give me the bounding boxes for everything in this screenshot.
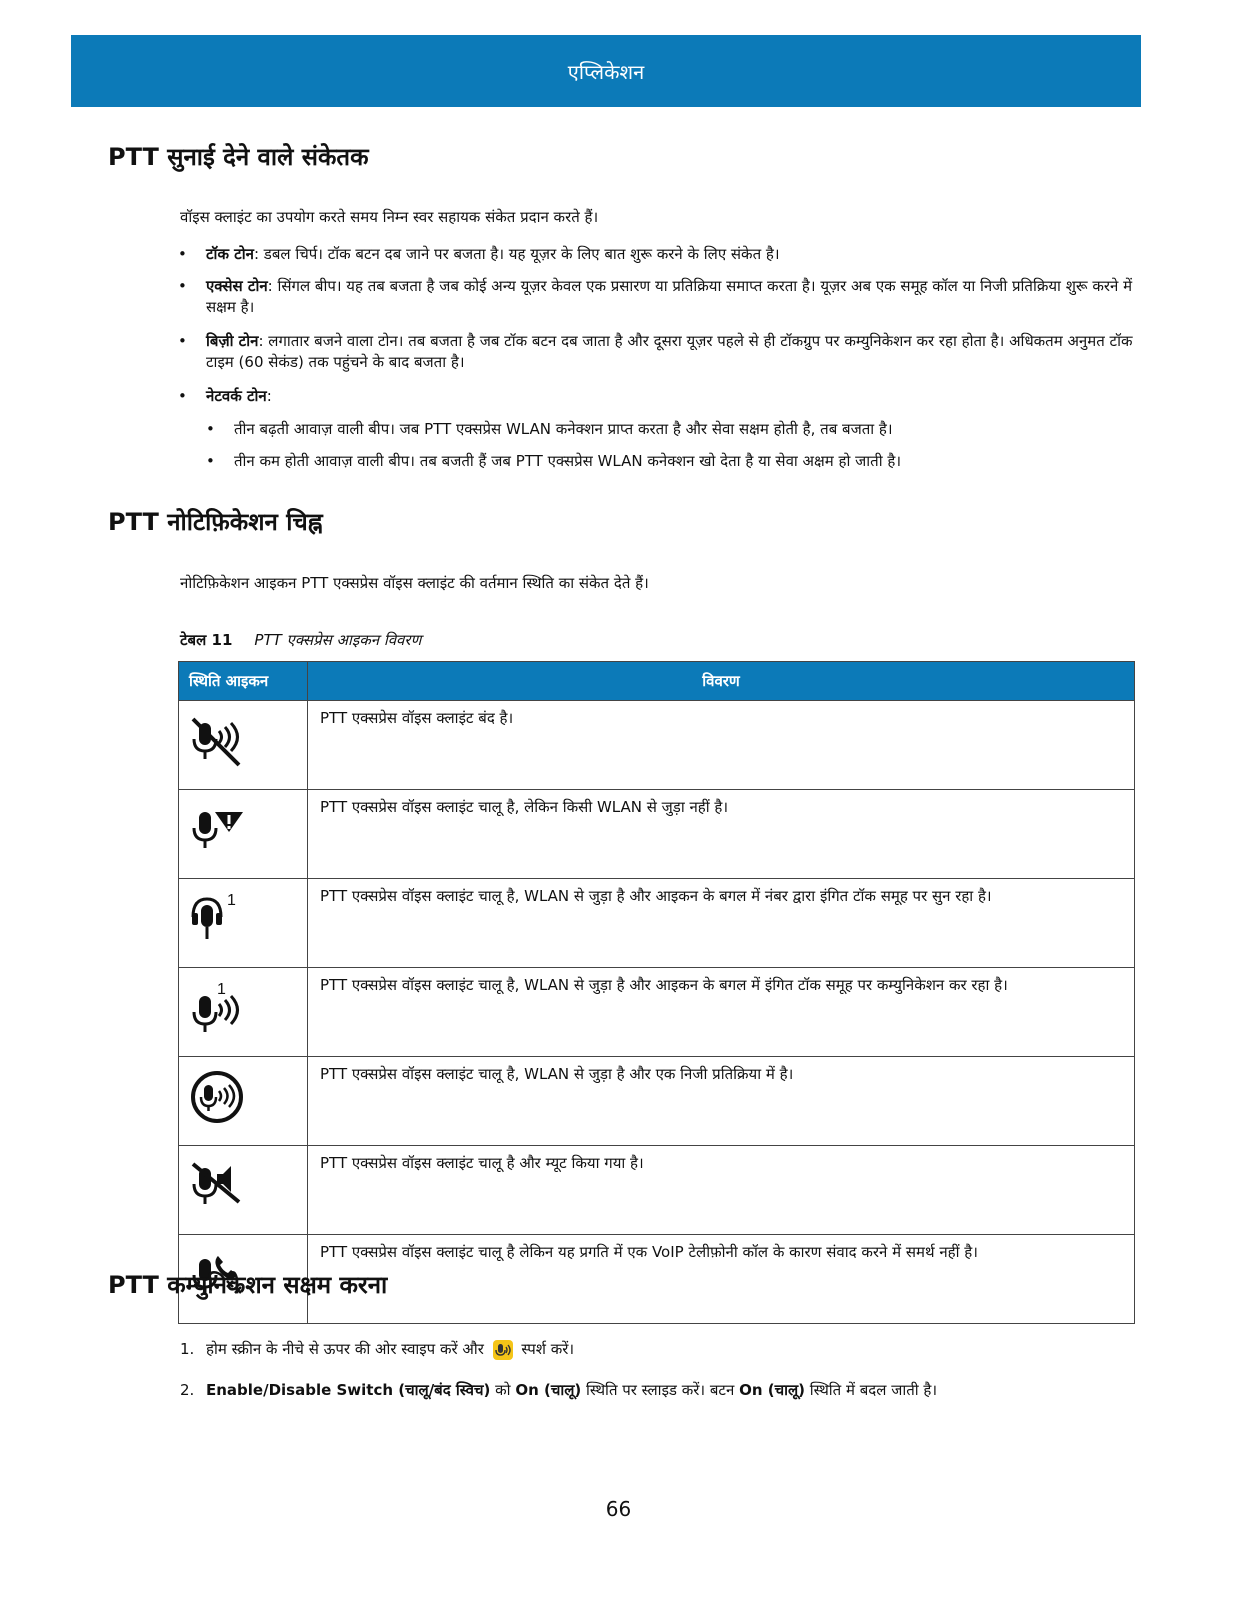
table-row bbox=[179, 1057, 1135, 1146]
step-text: होम स्क्रीन के नीचे से ऊपर की ओर स्वाइप करें और bbox=[206, 1340, 484, 1358]
bullet-text: : डबल चिर्प। टॉक बटन दब जाने पर बजता है। यह यूज़र के लिए बात शुरू करने के लिए संकेत है। bbox=[253, 245, 780, 263]
step-2 bbox=[180, 1379, 937, 1401]
bullet-term: बिज़ी टोन bbox=[206, 332, 259, 350]
on-label: On (चालू) bbox=[739, 1381, 806, 1399]
table-row bbox=[179, 968, 1135, 1057]
talkgroup-number: 1 bbox=[217, 981, 226, 998]
step-text: स्थिति पर स्लाइड करें। बटन bbox=[581, 1381, 740, 1399]
page-header-bar bbox=[71, 35, 1141, 107]
mic-private-icon bbox=[189, 1069, 249, 1125]
step-text: स्थिति में बदल जाती है। bbox=[805, 1381, 938, 1399]
bullet-text: : सिंगल बीप। यह तब बजता है जब कोई अन्य यूज़र केवल एक प्रसारण या प्रतिक्रिया समाप्त करता है। यूज़र अब एक समूह कॉल या निजी प्रतिक्रिया शुरू करने में सक्षम है। bbox=[206, 277, 1133, 316]
bullet-busy-tone bbox=[178, 331, 1136, 373]
row-description: PTT एक्सप्रेस वॉइस क्लाइंट चालू है, लेकिन किसी WLAN से जुड़ा नहीं है। bbox=[308, 790, 1135, 879]
status-icon-cell bbox=[179, 968, 308, 1057]
section-heading-enable-communication: PTT कम्युनिकेशन सक्षम करना bbox=[108, 1271, 388, 1299]
bullet-access-tone bbox=[178, 276, 1136, 318]
bullet-term: टॉक टोन bbox=[206, 245, 254, 263]
sub-bullet-text: तीन बढ़ती आवाज़ वाली बीप। जब PTT एक्सप्रेस WLAN कनेक्शन प्राप्त करता है और सेवा सक्षम होती है, तब बजता है। bbox=[234, 420, 893, 438]
mic-listening-icon bbox=[189, 891, 249, 947]
row-description: PTT एक्सप्रेस वॉइस क्लाइंट बंद है। bbox=[308, 701, 1135, 790]
bullet-dot: • bbox=[178, 277, 187, 295]
section1-intro: वॉइस क्लाइंट का उपयोग करते समय निम्न स्वर सहायक संकेत प्रदान करते हैं। bbox=[180, 208, 599, 226]
bullet-talk-tone bbox=[178, 244, 1136, 265]
table-caption bbox=[180, 630, 421, 650]
bullet-dot: • bbox=[206, 420, 215, 438]
bullet-term: एक्सेस टोन bbox=[206, 277, 268, 295]
bullet-dot: • bbox=[206, 452, 215, 470]
row-description: PTT एक्सप्रेस वॉइस क्लाइंट चालू है, WLAN से जुड़ा है और आइकन के बगल में इंगित टॉक समूह पर कम्युनिकेशन कर रहा है। bbox=[308, 968, 1135, 1057]
bullet-network-tone bbox=[178, 386, 1136, 407]
step-number: 1. bbox=[180, 1340, 195, 1358]
table-row bbox=[179, 879, 1135, 968]
status-icon-cell bbox=[179, 879, 308, 968]
column-header-status-icon: स्थिति आइकन bbox=[179, 662, 308, 701]
status-icon-cell bbox=[179, 1057, 308, 1146]
table-row bbox=[179, 701, 1135, 790]
step-1 bbox=[180, 1338, 574, 1360]
row-description: PTT एक्सप्रेस वॉइस क्लाइंट चालू है, WLAN से जुड़ा है और एक निजी प्रतिक्रिया में है। bbox=[308, 1057, 1135, 1146]
step-text: स्पर्श करें। bbox=[521, 1340, 575, 1358]
status-icon-cell bbox=[179, 701, 308, 790]
bullet-text: : bbox=[266, 387, 272, 405]
bullet-dot: • bbox=[178, 245, 187, 263]
page-number: 66 bbox=[605, 1497, 632, 1521]
table-header-row bbox=[179, 662, 1135, 701]
header-title: एप्लिकेशन bbox=[567, 59, 645, 84]
table-row bbox=[179, 1146, 1135, 1235]
switch-label: Enable/Disable Switch (चालू/बंद स्विच) bbox=[206, 1381, 491, 1399]
mic-talking-icon bbox=[189, 980, 249, 1036]
table-caption-title: PTT एक्सप्रेस आइकन विवरण bbox=[254, 631, 422, 649]
table-row bbox=[179, 790, 1135, 879]
section-heading-audible-indicators: PTT सुनाई देने वाले संकेतक bbox=[108, 143, 369, 171]
icon-description-table bbox=[178, 661, 1135, 1324]
bullet-dot: • bbox=[178, 387, 187, 405]
sub-bullet-falling-beeps bbox=[206, 451, 1136, 472]
table-caption-number: टेबल 11 bbox=[180, 631, 233, 649]
status-icon-cell bbox=[179, 790, 308, 879]
mic-warning-icon bbox=[189, 802, 249, 858]
status-icon-cell bbox=[179, 1146, 308, 1235]
row-description: PTT एक्सप्रेस वॉइस क्लाइंट चालू है और म्यूट किया गया है। bbox=[308, 1146, 1135, 1235]
sub-bullet-text: तीन कम होती आवाज़ वाली बीप। तब बजती हैं जब PTT एक्सप्रेस WLAN कनेक्शन खो देता है या सेवा अक्षम हो जाती है। bbox=[234, 452, 901, 470]
column-header-description: विवरण bbox=[308, 662, 1135, 701]
sub-bullet-rising-beeps bbox=[206, 419, 1136, 440]
row-description: PTT एक्सप्रेस वॉइस क्लाइंट चालू है लेकिन यह प्रगति में एक VoIP टेलीफ़ोनी कॉल के कारण संवाद करने में समर्थ नहीं है। bbox=[308, 1235, 1135, 1324]
mic-muted-icon bbox=[189, 1158, 249, 1214]
step-number: 2. bbox=[180, 1381, 195, 1399]
mic-off-icon bbox=[189, 713, 249, 769]
bullet-dot: • bbox=[178, 332, 187, 350]
bullet-term: नेटवर्क टोन bbox=[206, 387, 267, 405]
step-text: को bbox=[490, 1381, 516, 1399]
section2-intro: नोटिफ़िकेशन आइकन PTT एक्सप्रेस वॉइस क्लाइंट की वर्तमान स्थिति का संकेत देते हैं। bbox=[180, 574, 649, 592]
bullet-text: : लगातार बजने वाला टोन। तब बजता है जब टॉक बटन दब जाता है और दूसरा यूज़र पहले से ही टॉकग्रुप पर कम्युनिकेशन कर रहा होता है। अधिकतम अनुमत टॉक टाइम (60 सेकंड) तक पहुंचने के बाद बजता है। bbox=[206, 332, 1133, 371]
talkgroup-number: 1 bbox=[227, 892, 236, 909]
on-label: On (चालू) bbox=[515, 1381, 582, 1399]
ptt-app-icon[interactable] bbox=[493, 1340, 513, 1360]
row-description: PTT एक्सप्रेस वॉइस क्लाइंट चालू है, WLAN से जुड़ा है और आइकन के बगल में नंबर द्वारा इंगित टॉक समूह पर सुन रहा है। bbox=[308, 879, 1135, 968]
section-heading-notification-icons: PTT नोटिफ़िकेशन चिह्न bbox=[108, 508, 323, 536]
